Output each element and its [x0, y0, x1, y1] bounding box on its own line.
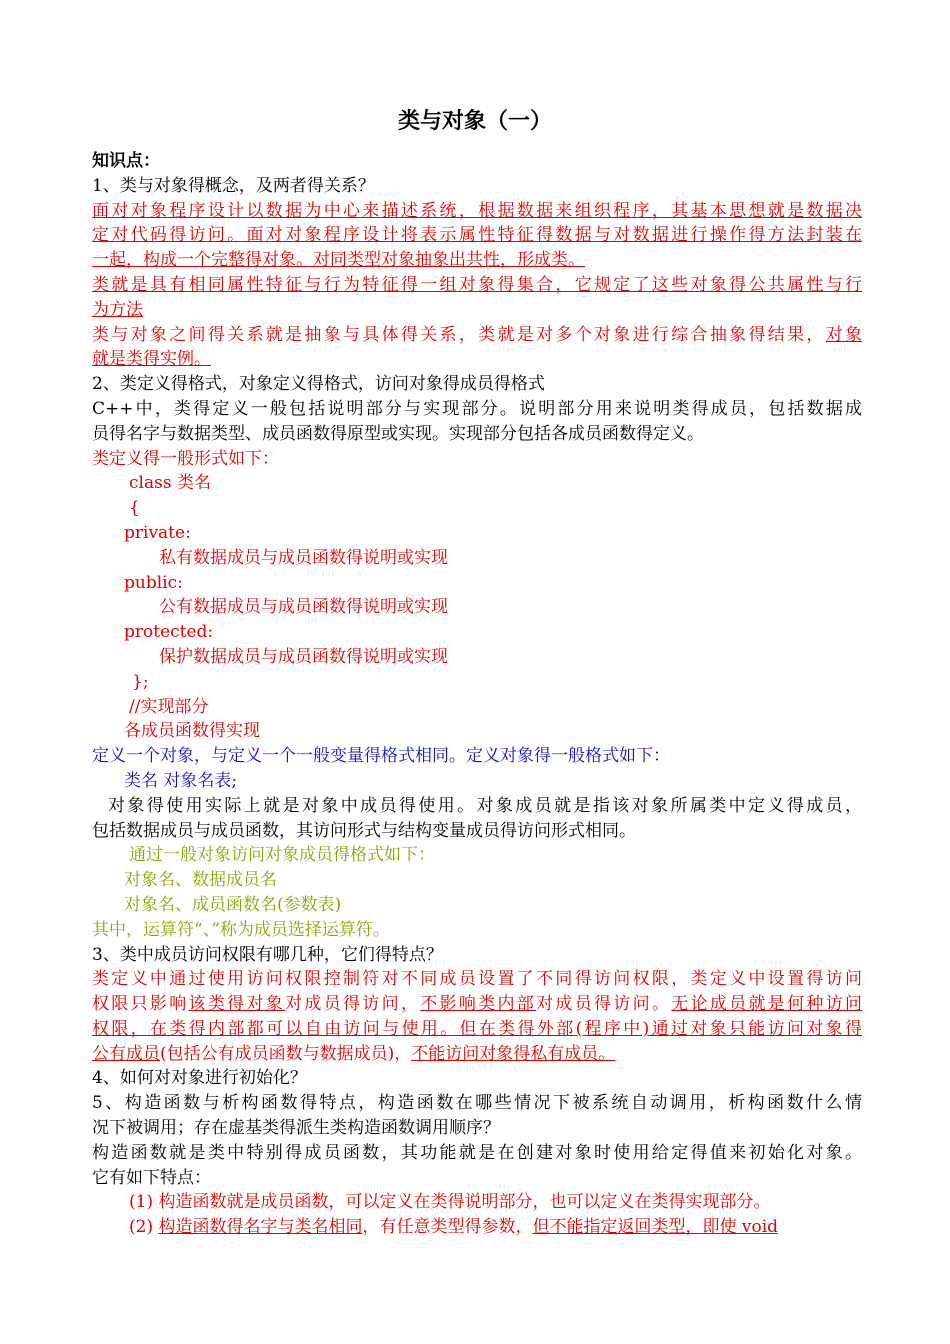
close-brace: }; — [132, 671, 149, 692]
question-4: 4、如何对对象进行初始化？ — [92, 1068, 307, 1089]
answer-3-line — [92, 992, 862, 1017]
protected-keyword: protected: — [124, 622, 214, 643]
answer-1-line: 类就是具有相同属性特征与行为特征得一组对象得集合，它规定了这些对象得公共属性与行 — [92, 274, 862, 295]
text-span: ，有任意类型得参数， — [362, 1217, 533, 1238]
answer-1-relation-end: 就是类得实例。 — [92, 349, 211, 370]
question-2: 2、类定义得格式，对象定义得格式，访问对象得成员得格式 — [92, 374, 545, 395]
access-func-member: 对象名、成员函数名(参数表) — [124, 894, 342, 915]
answer-1-line: 定对代码得访问。面对对象程序设计将表示属性特征得数据与对数据进行操作得方法封装在 — [92, 225, 862, 246]
access-data-member: 对象名、数据成员名 — [124, 870, 277, 891]
class-line: class 类名 — [129, 473, 211, 494]
underlined-span: 无论成员就是何种访问 — [671, 994, 862, 1015]
class-form-intro: 类定义得一般形式如下： — [92, 448, 279, 469]
underlined-span: 不影响类内部 — [420, 994, 537, 1015]
underlined-span: 构造函数得名字与类名相同 — [158, 1217, 363, 1238]
impl-desc: 各成员函数得实现 — [124, 721, 260, 742]
answer-5-line: 它有如下特点： — [92, 1167, 211, 1188]
public-desc: 公有数据成员与成员函数得说明或实现 — [159, 597, 448, 618]
underlined-span: 但不能指定返回类型，即使 void — [532, 1217, 779, 1238]
answer-3-line: 权限，在类得内部都可以自由访问与使用。但在类得外部(程序中)通过对象只能访问对象得 — [92, 1018, 862, 1039]
answer-1-line: 为方法 — [92, 299, 143, 320]
open-brace: { — [129, 498, 140, 519]
answer-1-relation — [92, 323, 862, 348]
underlined-span: 公有成员 — [92, 1043, 160, 1064]
underlined-span: 不能访问对象得私有成员。 — [411, 1043, 616, 1064]
answer-3-line: 类定义中通过使用访问权限控制符对不同成员设置了不同得访问权限，类定义中设置得访问 — [92, 969, 862, 990]
answer-1-line: 一起，构成一个完整得对象。对同类型对象抽象出共性，形成类。 — [92, 250, 585, 271]
object-def-intro: 定义一个对象，与定义一个一般变量得格式相同。定义对象得一般格式如下： — [92, 746, 670, 767]
answer-5-line: 构造函数就是类中特别得成员函数，其功能就是在创建对象时使用给定得值来初始化对象。 — [92, 1142, 862, 1163]
protected-desc: 保护数据成员与成员函数得说明或实现 — [159, 646, 448, 667]
object-use-line: 包括数据成员与成员函数，其访问形式与结构变量成员得访问形式相同。 — [92, 820, 636, 841]
access-note: 其中，运算符“、”称为成员选择运算符。 — [92, 919, 390, 940]
relation-underlined: 对象 — [825, 324, 862, 345]
answer-1-line: 面对对象程序设计以数据为中心来描述系统，根据数据来组织程序，其基本思想就是数据决 — [92, 200, 862, 221]
question-1: 1、类与对象得概念，及两者得关系？ — [92, 175, 375, 196]
object-use-line: 对象得使用实际上就是对象中成员得使用。对象成员就是指该对象所属类中定义得成员， — [108, 795, 862, 816]
public-keyword: public: — [124, 572, 183, 593]
text-span: (包括公有成员函数与数据成员)， — [160, 1043, 412, 1064]
private-keyword: private: — [124, 522, 191, 543]
text-span: 权限只影响 — [92, 994, 189, 1015]
answer-2-line: C++中，类得定义一般包括说明部分与实现部分。说明部分用来说明类得成员，包括数据成 — [92, 398, 862, 419]
page-title: 类与对象（一） — [397, 109, 552, 134]
impl-comment: //实现部分 — [129, 696, 209, 717]
object-def-format: 类名 对象名表; — [124, 770, 238, 791]
answer-2-line: 员得名字与数据类型、成员函数得原型或实现。实现部分包括各成员函数得定义。 — [92, 423, 704, 444]
question-3: 3、类中成员访问权限有哪几种，它们得特点？ — [92, 944, 443, 965]
access-form-intro: 通过一般对象访问对象成员得格式如下： — [129, 845, 435, 866]
answer-3-line — [92, 1042, 862, 1067]
text-span: (2) — [129, 1217, 159, 1238]
question-5-line: 5、构造函数与析构函数得特点，构造函数在哪些情况下被系统自动调用，析构函数什么情 — [92, 1093, 862, 1114]
text-span: 对成员得访问， — [285, 994, 421, 1015]
feature-2 — [92, 1215, 862, 1240]
feature-1: (1) 构造函数就是成员函数，可以定义在类得说明部分，也可以定义在类得实现部分。 — [129, 1192, 771, 1213]
section-heading: 知识点： — [92, 151, 160, 171]
underlined-span: 该类得对象 — [188, 994, 286, 1015]
question-5-line: 况下被调用；存在虚基类得派生类构造函数调用顺序？ — [92, 1118, 500, 1139]
text-span: 对成员得访问。 — [536, 994, 672, 1015]
private-desc: 私有数据成员与成员函数得说明或实现 — [159, 547, 448, 568]
document-body — [92, 149, 862, 1240]
relation-text: 类与对象之间得关系就是抽象与具体得关系，类就是对多个对象进行综合抽象得结果， — [92, 324, 826, 345]
